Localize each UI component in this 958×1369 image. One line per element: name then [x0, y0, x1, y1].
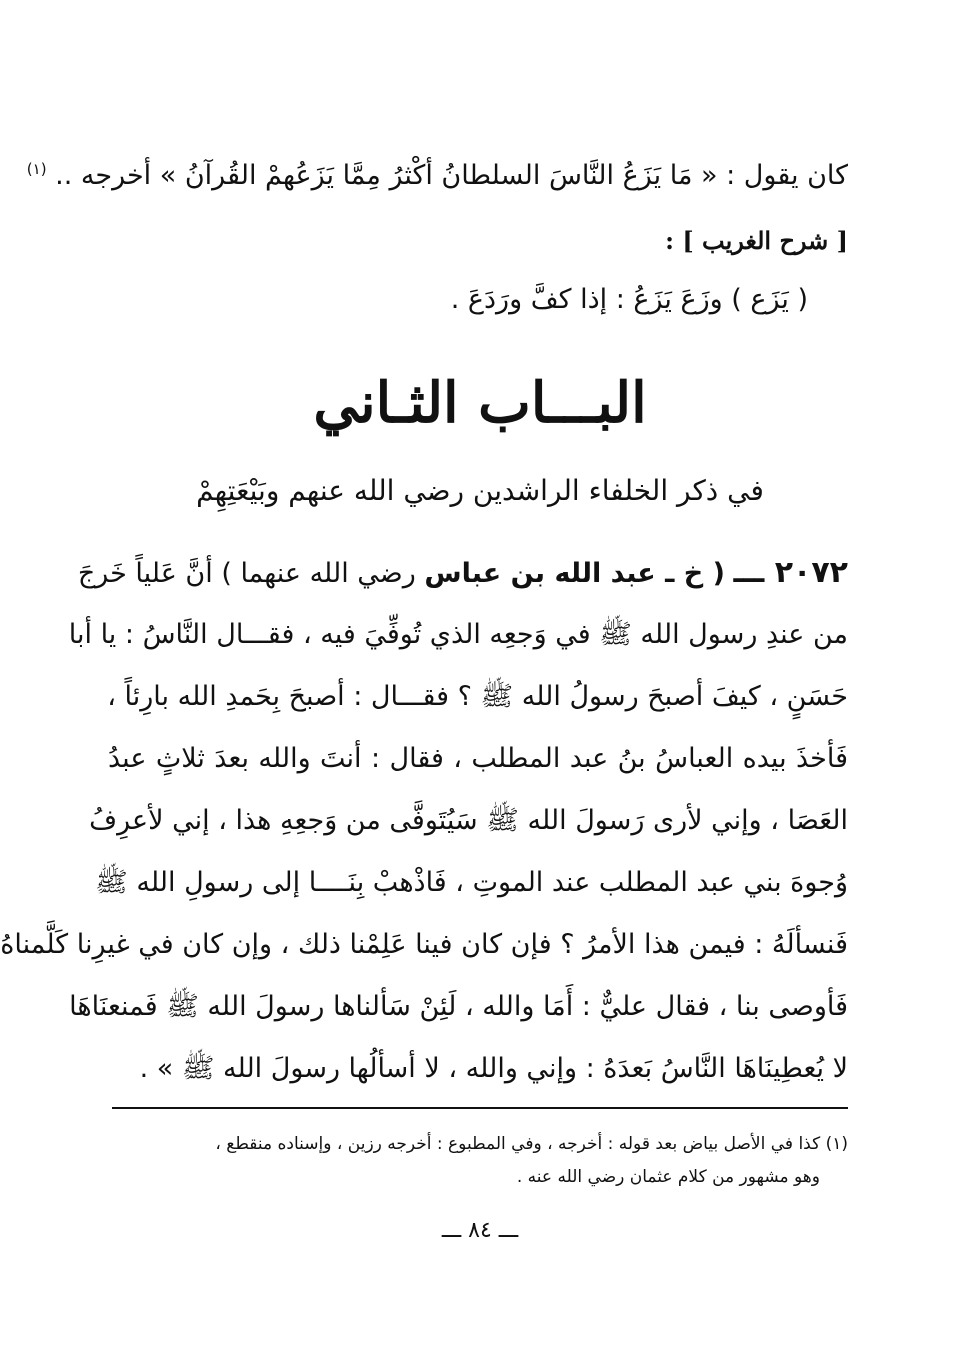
chapter-subtitle: في ذكر الخلفاء الراشدين رضي الله عنهم وبَيْعَتِهِمْ [196, 474, 764, 507]
footnote-line-2: وهو مشهور من كلام عثمان رضي الله عنه . [516, 1167, 820, 1187]
hadith-line-9: لا يُعطِينَاهَا النَّاسُ بَعدَهُ : وإني والله ، لا أسألُها رسولَ الله ﷺ » . [139, 1053, 848, 1084]
intro-text: كان يقول : « مَا يَزَعُ النَّاسَ السلطانُ أكْثرُ مِمَّا يَزَعُهمْ القُرآنُ » أخرجه .. [46, 160, 848, 191]
hadith-number: ٢٠٧٢ ـــ [733, 555, 848, 590]
hadith-paragraph [0, 542, 848, 1100]
footnote [108, 1128, 848, 1194]
hadith-source: ( خ ـ عبد الله بن عباس [424, 558, 725, 589]
footnote-line-1: (١) كذا في الأصل بياض بعد قوله : أخرجه ، وفي المطبوع : أخرجه رزين ، وإسناده منقطع ، [215, 1134, 848, 1154]
hadith-line-1 [77, 542, 848, 604]
chapter-title: البـــاب الثـاني [313, 370, 647, 436]
sharh-heading: [ شرح الغريب ] : [665, 226, 848, 255]
footnote-reference: (١) [26, 160, 47, 178]
sharh-body: ( يَزَع ) وزَعَ يَزَعُ : إذا كفَّ ورَدَعَ . [450, 284, 808, 315]
hadith-line-8: فَأوصى بنا ، فقال عليٌّ : أَمَا والله ، لَئِنْ سَألناها رسولَ الله ﷺ فَمنعنَاهَا [69, 991, 848, 1022]
page-number: ـــ ٨٤ ـــ [441, 1218, 519, 1243]
hadith-line-3: حَسَنٍ ، كيفَ أصبحَ رسولُ الله ﷺ ؟ فقـــال : أصبحَ بِحَمدِ الله بارِئاً ، [107, 681, 848, 712]
hadith-line-2: من عندِ رسول الله ﷺ في وَجعِه الذي تُوفِّيَ فيه ، فقـــال النَّاسُ : يا أبا [68, 619, 848, 650]
hadith-line-4: فَأخذَ بيده العباسُ بنُ عبد المطلب ، فقال : أنتَ والله بعدَ ثلاثٍ عبدُ [108, 743, 848, 774]
intro-paragraph [26, 146, 848, 199]
intro-line [26, 146, 848, 199]
hadith-line-6: وُجوهَ بني عبد المطلب عند الموتِ ، فَاذْهبْ بِنَــــا إلى رسولِ الله ﷺ [95, 867, 848, 898]
footnote-divider [112, 1107, 848, 1109]
hadith-line-1-rest: رضي الله عنهما ) أنَّ عَلياً خَرجَ [77, 558, 416, 589]
book-page [2, 0, 958, 1369]
hadith-line-7: فَنسألَهُ : فيمن هذا الأمرُ ؟ فإن كان فينا عَلِمْنا ذلك ، وإن كان في غيرِنا كَلَّمناهُ [0, 929, 848, 960]
hadith-line-5: العَصَا ، وإني لأرى رَسولَ الله ﷺ سَيُتَوفَّى من وَجعِهِ هذا ، إني لأعرِفُ [89, 805, 848, 836]
